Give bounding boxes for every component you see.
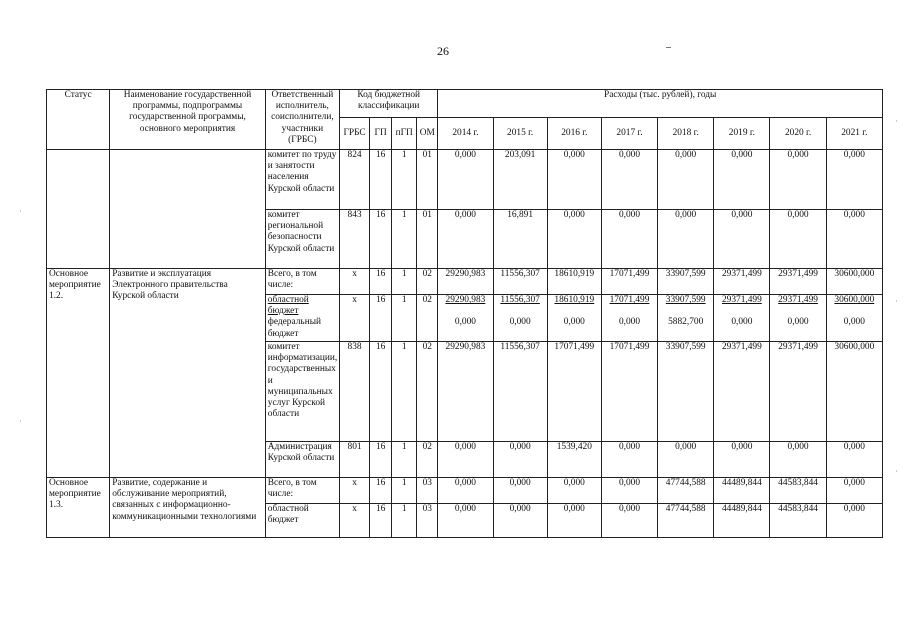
code-cell: 16 <box>370 503 392 537</box>
value-cell: 0,000 <box>438 477 493 503</box>
code-cell: 01 <box>417 150 438 210</box>
code-cell: 16 <box>370 441 392 477</box>
value-cell: 0,000 <box>714 317 770 341</box>
value-cell: 29371,499 <box>770 295 826 318</box>
value-cell: 11556,307 <box>493 295 547 318</box>
code-cell: 01 <box>417 210 438 269</box>
code-cell: 02 <box>417 441 438 477</box>
responsible-cell: Всего, в том числе: <box>265 477 339 503</box>
value-cell: 0,000 <box>826 317 882 341</box>
header-code-gp: ГП <box>370 118 392 150</box>
page-number: 26 <box>437 44 449 58</box>
value-cell: 0,000 <box>714 150 770 210</box>
value-cell: 0,000 <box>601 441 657 477</box>
value-cell: 44583,844 <box>770 477 826 503</box>
value-cell: 29290,983 <box>438 295 493 318</box>
responsible-cell: областной бюджет <box>265 295 339 318</box>
value-cell: 0,000 <box>601 477 657 503</box>
header-budget-code: Код бюджетной классификации <box>340 90 438 118</box>
value-cell: 0,000 <box>493 317 547 341</box>
value-cell: 0,000 <box>714 210 770 269</box>
scan-mark <box>666 47 671 48</box>
value-cell: 0,000 <box>826 210 882 269</box>
code-cell: 02 <box>417 341 438 441</box>
value-cell: 29371,499 <box>714 269 770 295</box>
header-code-grbs: ГРБС <box>340 118 370 150</box>
code-cell: 16 <box>370 210 392 269</box>
value-cell: 29371,499 <box>770 341 826 441</box>
value-cell: 0,000 <box>547 477 601 503</box>
header-year: 2015 г. <box>493 118 547 150</box>
value-cell: 0,000 <box>826 150 882 210</box>
code-cell: 16 <box>370 341 392 441</box>
code-cell: 843 <box>340 210 370 269</box>
code-cell: 03 <box>417 477 438 503</box>
header-expenses: Расходы (тыс. рублей), годы <box>438 90 883 118</box>
value-cell: 0,000 <box>493 503 547 537</box>
code-cell: 1 <box>392 503 417 537</box>
value-cell: 0,000 <box>547 503 601 537</box>
header-responsible: Ответственный исполнитель, соисполнители, участники (ГРБС) <box>265 90 339 150</box>
responsible-cell: Администрация Курской области <box>265 441 339 477</box>
header-year: 2016 г. <box>547 118 601 150</box>
value-cell: 33907,599 <box>658 269 714 295</box>
header-year: 2017 г. <box>601 118 657 150</box>
responsible-cell: комитет по труду и занятости населения Курской области <box>265 150 339 210</box>
value-cell: 0,000 <box>770 441 826 477</box>
value-cell: 0,000 <box>438 317 493 341</box>
value-cell: 0,000 <box>547 150 601 210</box>
value-cell: 0,000 <box>438 441 493 477</box>
value-cell: 17071,499 <box>601 341 657 441</box>
value-cell: 44489,844 <box>714 503 770 537</box>
code-cell: 801 <box>340 441 370 477</box>
value-cell: 44583,844 <box>770 503 826 537</box>
name-cell: Развитие и эксплуатация Электронного правительства Курской области <box>110 269 266 478</box>
value-cell: 5882,700 <box>658 317 714 341</box>
status-cell <box>47 150 110 269</box>
value-cell: 17071,499 <box>601 269 657 295</box>
value-cell: 0,000 <box>493 441 547 477</box>
code-cell: 824 <box>340 150 370 210</box>
header-year: 2021 г. <box>826 118 882 150</box>
code-cell: х <box>340 503 370 537</box>
value-cell: 18610,919 <box>547 295 601 318</box>
value-cell: 0,000 <box>601 150 657 210</box>
value-cell: 0,000 <box>438 503 493 537</box>
scan-mark <box>20 420 21 422</box>
code-cell: 1 <box>392 341 417 441</box>
header-code-pgp: пГП <box>392 118 417 150</box>
value-cell: 33907,599 <box>658 341 714 441</box>
code-cell: 02 <box>417 295 438 342</box>
scan-mark <box>896 120 897 122</box>
value-cell: 0,000 <box>438 150 493 210</box>
responsible-cell: областной бюджет <box>265 503 339 537</box>
value-cell: 30600,000 <box>826 295 882 318</box>
header-year: 2014 г. <box>438 118 493 150</box>
responsible-cell: федеральный бюджет <box>265 317 339 341</box>
value-cell: 0,000 <box>770 317 826 341</box>
value-cell: 29371,499 <box>770 269 826 295</box>
code-cell: х <box>340 295 370 342</box>
name-cell: Развитие, содержание и обслуживание мероприятий, связанных с информационно-коммуникационными технологиями <box>110 477 266 537</box>
scan-mark <box>20 210 21 212</box>
value-cell: 0,000 <box>601 503 657 537</box>
table-row <box>47 269 883 295</box>
header-year: 2020 г. <box>770 118 826 150</box>
value-cell: 18610,919 <box>547 269 601 295</box>
scan-mark <box>896 300 897 302</box>
scan-mark <box>896 470 897 472</box>
status-cell: Основное мероприятие 1.3. <box>47 477 110 537</box>
value-cell: 30600,000 <box>826 269 882 295</box>
code-cell: 1 <box>392 150 417 210</box>
header-status: Статус <box>47 90 110 150</box>
code-cell: 16 <box>370 269 392 295</box>
code-cell: х <box>340 477 370 503</box>
value-cell: 44489,844 <box>714 477 770 503</box>
value-cell: 47744,588 <box>658 477 714 503</box>
value-cell: 30600,000 <box>826 341 882 441</box>
value-cell: 0,000 <box>826 441 882 477</box>
code-cell: х <box>340 269 370 295</box>
code-cell: 1 <box>392 441 417 477</box>
value-cell: 29371,499 <box>714 341 770 441</box>
header-code-om: ОМ <box>417 118 438 150</box>
header-year: 2018 г. <box>658 118 714 150</box>
value-cell: 0,000 <box>601 210 657 269</box>
value-cell: 203,091 <box>493 150 547 210</box>
responsible-cell: комитет информатизации, государственных и муниципальных услуг Курской области <box>265 341 339 441</box>
status-cell: Основное мероприятие 1.2. <box>47 269 110 478</box>
responsible-cell: комитет региональной безопасности Курской области <box>265 210 339 269</box>
value-cell: 11556,307 <box>493 269 547 295</box>
code-cell: 1 <box>392 269 417 295</box>
code-cell: 1 <box>392 295 417 342</box>
responsible-cell: Всего, в том числе: <box>265 269 339 295</box>
value-cell: 29290,983 <box>438 269 493 295</box>
value-cell: 0,000 <box>438 210 493 269</box>
value-cell: 0,000 <box>714 441 770 477</box>
value-cell: 0,000 <box>658 150 714 210</box>
table-row <box>47 477 883 503</box>
value-cell: 16,891 <box>493 210 547 269</box>
value-cell: 17071,499 <box>601 295 657 318</box>
name-cell <box>110 150 266 269</box>
budget-table <box>46 89 883 538</box>
value-cell: 0,000 <box>658 441 714 477</box>
header-name: Наименование государственной программы, подпрограммы государственной программы, основного мероприятия <box>110 90 266 150</box>
value-cell: 0,000 <box>826 503 882 537</box>
value-cell: 1539,420 <box>547 441 601 477</box>
table-row <box>47 150 883 210</box>
value-cell: 0,000 <box>770 210 826 269</box>
value-cell: 0,000 <box>493 477 547 503</box>
value-cell: 29290,983 <box>438 341 493 441</box>
value-cell: 29371,499 <box>714 295 770 318</box>
value-cell: 47744,588 <box>658 503 714 537</box>
value-cell: 0,000 <box>770 150 826 210</box>
value-cell: 17071,499 <box>547 341 601 441</box>
code-cell: 16 <box>370 150 392 210</box>
header-year: 2019 г. <box>714 118 770 150</box>
code-cell: 16 <box>370 477 392 503</box>
code-cell: 02 <box>417 269 438 295</box>
value-cell: 0,000 <box>547 210 601 269</box>
value-cell: 33907,599 <box>658 295 714 318</box>
value-cell: 0,000 <box>826 477 882 503</box>
value-cell: 11556,307 <box>493 341 547 441</box>
value-cell: 0,000 <box>547 317 601 341</box>
code-cell: 03 <box>417 503 438 537</box>
code-cell: 838 <box>340 341 370 441</box>
value-cell: 0,000 <box>658 210 714 269</box>
code-cell: 1 <box>392 477 417 503</box>
code-cell: 16 <box>370 295 392 342</box>
code-cell: 1 <box>392 210 417 269</box>
value-cell: 0,000 <box>601 317 657 341</box>
